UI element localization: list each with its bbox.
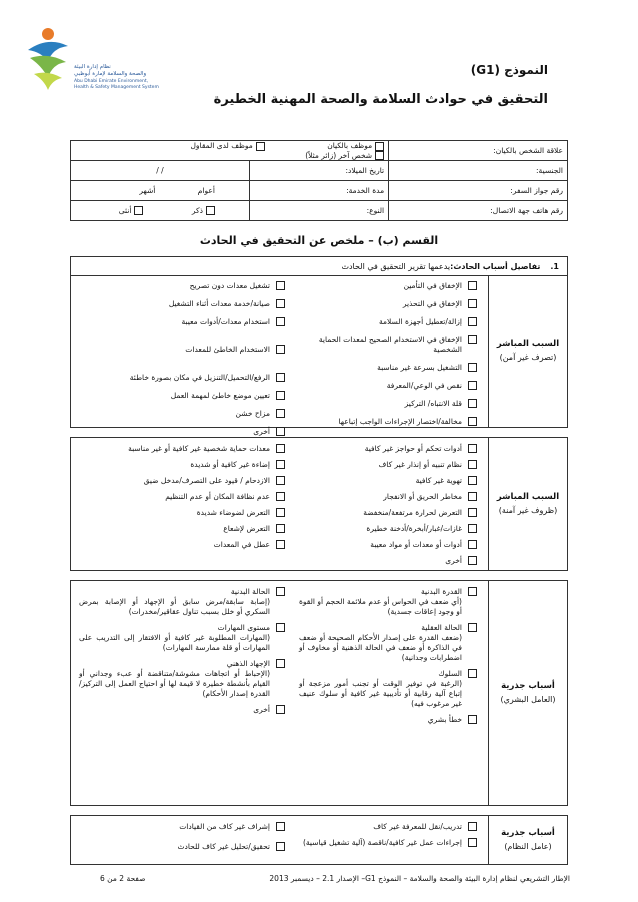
- checkbox[interactable]: [468, 556, 477, 565]
- checklist-item-label: مخاطر الحريق أو الانفجار: [383, 492, 462, 501]
- checklist-item[interactable]: [291, 335, 477, 355]
- checklist-item[interactable]: [79, 317, 285, 327]
- checklist-item-title: أخرى: [253, 705, 270, 714]
- person-info-table: [70, 140, 568, 221]
- immediate-cause-unsafe-act: السبب المباشر (تصرف غير آمن): [488, 275, 567, 427]
- checklist-item[interactable]: [291, 317, 477, 327]
- checkbox[interactable]: [375, 151, 384, 160]
- checklist-item-label: الإخفاق في التحذير: [402, 299, 462, 308]
- logo-text-ar-1: نظام إدارة البيئة: [74, 64, 111, 70]
- checklist-item-label: أدوات أو معدات أو مواد معيبة: [370, 540, 462, 549]
- service-years-unit: أعوام: [197, 186, 215, 195]
- checklist-item-description: (الإحباط أو اتجاهات مشوشة/متناقضة أو عبء وجداني أو القيام بأنشطة خطيرة لا قيمة لها أو احتياج العمل إلى التركيز/القدرة إصدار الأحكام): [79, 669, 270, 698]
- checklist-item[interactable]: [79, 427, 285, 437]
- checkbox[interactable]: [276, 540, 285, 549]
- unsafe-acts-left-column: [79, 281, 285, 445]
- unsafe-conditions-box: [70, 437, 568, 571]
- checkbox[interactable]: [468, 317, 477, 326]
- checklist-item-label: الإخفاق في التأمين: [403, 281, 462, 290]
- checklist-item-label: إضاءة غير كافية أو شديدة: [190, 460, 270, 469]
- nationality-row: [71, 161, 568, 181]
- form-code: النموذج (G1): [470, 63, 548, 77]
- checklist-item[interactable]: [79, 508, 285, 518]
- checklist-item-label: معدات حماية شخصية غير كافية أو غير مناسبة: [128, 444, 270, 453]
- checkbox[interactable]: [276, 299, 285, 308]
- checkbox[interactable]: [276, 409, 285, 418]
- checklist-item[interactable]: [79, 409, 285, 419]
- nationality-field[interactable]: الجنسية:: [389, 161, 568, 181]
- checklist-item-label: تشغيل معدات دون تصريح: [189, 281, 270, 290]
- dob-field[interactable]: / /: [71, 161, 250, 181]
- checklist-item-title: مستوى المهارات: [217, 623, 270, 632]
- checklist-item-label: عدم نظافة المكان أو عدم التنظيم: [165, 492, 270, 501]
- checkbox[interactable]: [206, 206, 215, 215]
- checklist-item[interactable]: [79, 345, 285, 355]
- checklist-item-label: أخرى: [445, 556, 462, 565]
- relation-row: [71, 141, 568, 161]
- logo-text-en-1: Abu Dhabi Emirate Environment,: [74, 79, 149, 84]
- checkbox[interactable]: [276, 444, 285, 453]
- checklist-item-title: الحالة العقلية: [421, 623, 462, 632]
- checklist-item[interactable]: [291, 476, 477, 486]
- checklist-item-label: تحقيق/تحليل غير كاف للحادث: [177, 842, 270, 851]
- checklist-item-label: إشراف غير كاف من القيادات: [179, 822, 270, 831]
- unsafe-acts-right-column: [291, 281, 477, 435]
- service-label-cell: مدة الخدمة:: [249, 181, 388, 201]
- checklist-item[interactable]: [291, 492, 477, 502]
- checkbox[interactable]: [134, 206, 143, 215]
- relation-options: [71, 141, 389, 161]
- checkbox[interactable]: [276, 492, 285, 501]
- checklist-item-label: التشغيل بسرعة غير مناسبة: [377, 363, 462, 372]
- checkbox[interactable]: [276, 524, 285, 533]
- logo-emblem-icon: [22, 22, 74, 94]
- checklist-item[interactable]: [291, 556, 477, 566]
- checkbox[interactable]: [375, 142, 384, 151]
- service-months-unit: أشهر: [139, 186, 156, 195]
- relation-option-employee[interactable]: موظف بالكيان: [327, 141, 384, 151]
- checklist-item-label: الاستخدام الخاطئ للمعدات: [185, 345, 270, 354]
- checklist-item-label: قلة الانتباه/ التركيز: [404, 399, 462, 408]
- checklist-item[interactable]: [291, 381, 477, 391]
- checklist-item-title: الحالة البدنية: [230, 587, 270, 596]
- relation-option-other[interactable]: شخص آخر (زائر مثلاً): [305, 151, 384, 161]
- relation-label: علاقة الشخص بالكيان:: [389, 141, 568, 161]
- checkbox[interactable]: [468, 540, 477, 549]
- checklist-item-title: السلوك: [438, 669, 462, 678]
- checklist-item[interactable]: [299, 669, 477, 709]
- root-cause-system-factor: أسباب جذرية (عامل النظام): [488, 816, 567, 864]
- checkbox[interactable]: [468, 822, 477, 831]
- human-factor-left-column: [79, 587, 285, 721]
- checkbox[interactable]: [468, 524, 477, 533]
- checkbox[interactable]: [468, 623, 477, 632]
- gender-option-male[interactable]: ذكر: [192, 206, 215, 216]
- checklist-item-label: أخرى: [253, 427, 270, 436]
- checklist-item[interactable]: [79, 281, 285, 291]
- checkbox[interactable]: [468, 444, 477, 453]
- checklist-item-label: تدريب/نقل للمعرفة غير كاف: [373, 822, 462, 831]
- checklist-item[interactable]: [79, 623, 285, 653]
- checkbox[interactable]: [468, 715, 477, 724]
- checklist-item-label: عطل في المعدات: [213, 540, 270, 549]
- checklist-item-description: (إصابة سابقة/مرض سابق أو الإجهاد أو الإصابة بمرض السكري أو خلل بسبب تناول عقاقير/مخدرات): [79, 597, 270, 616]
- checklist-item[interactable]: [291, 281, 477, 291]
- checklist-item-title: القدرة البدنية: [421, 587, 462, 596]
- checkbox[interactable]: [276, 476, 285, 485]
- checkbox[interactable]: [468, 669, 477, 678]
- checkbox[interactable]: [468, 363, 477, 372]
- logo-text-en-2: Health & Safety Management System: [74, 85, 159, 90]
- dob-label-cell: تاريخ الميلاد:: [249, 161, 388, 181]
- checklist-item-label: مخالفة/اختصار الإجراءات الواجب إتباعها: [338, 417, 462, 426]
- system-factor-box: [70, 815, 568, 865]
- checklist-item[interactable]: [79, 391, 285, 401]
- checklist-item[interactable]: [299, 587, 477, 617]
- checklist-item[interactable]: [79, 444, 285, 454]
- checklist-item-label: تهوية غير كافية: [415, 476, 462, 485]
- human-factor-right-column: [299, 587, 477, 731]
- checklist-item[interactable]: [79, 299, 285, 309]
- checkbox[interactable]: [468, 460, 477, 469]
- checklist-item[interactable]: [79, 492, 285, 502]
- checklist-item[interactable]: [291, 417, 477, 427]
- checkbox[interactable]: [468, 587, 477, 596]
- checklist-item-label: مزاح خشن: [235, 409, 270, 418]
- checkbox[interactable]: [468, 838, 477, 847]
- checklist-item-label: إجراءات عمل غير كافية/ناقصة (آلية تشغيل قياسية): [302, 838, 462, 847]
- checkbox[interactable]: [468, 281, 477, 290]
- root-cause-human-factor: أسباب جذرية (العامل البشري): [488, 581, 567, 805]
- phone-field[interactable]: رقم هاتف جهة الاتصال:: [389, 201, 568, 221]
- checklist-item[interactable]: [299, 623, 477, 663]
- checklist-item-label: الإخفاق في الاستخدام الصحيح لمعدات الحماية الشخصية: [318, 335, 462, 354]
- checklist-item[interactable]: [291, 399, 477, 409]
- checklist-item[interactable]: [79, 460, 285, 470]
- logo-text-ar-2: والصحة والسلامة لإمارة أبوظبي: [74, 71, 147, 77]
- checkbox[interactable]: [276, 460, 285, 469]
- section-number: 1.: [550, 261, 559, 271]
- checklist-item-label: غازات/غبار/أبخرة/أدخنة خطيرة: [366, 524, 462, 533]
- causes-title: تفاصيل أسباب الحادث:: [450, 261, 541, 271]
- checklist-item[interactable]: [79, 659, 285, 699]
- checklist-item-label: تعيين موضع خاطئ لمهمة العمل: [170, 391, 270, 400]
- checklist-item-label: أدوات تحكم أو حواجز غير كافية: [364, 444, 462, 453]
- checklist-item-title: خطأ بشري: [427, 715, 462, 724]
- checkbox[interactable]: [256, 142, 265, 151]
- unsafe-conditions-left-column: [79, 444, 285, 556]
- gender-options: [71, 201, 250, 221]
- checkbox[interactable]: [468, 476, 477, 485]
- checklist-item-label: نظام تنبيه أو إنذار غير كاف: [378, 460, 462, 469]
- checkbox[interactable]: [468, 299, 477, 308]
- checklist-item[interactable]: [291, 822, 477, 832]
- causes-header: [71, 257, 567, 276]
- checkbox[interactable]: [468, 492, 477, 501]
- checklist-item[interactable]: [79, 705, 285, 715]
- checklist-item-label: التعرض لحرارة مرتفعة/منخفضة: [363, 508, 462, 517]
- passport-row: [71, 181, 568, 201]
- checklist-item-label: نقص في الوعي/المعرفة: [386, 381, 462, 390]
- passport-field[interactable]: رقم جواز السفر:: [389, 181, 568, 201]
- section-title: القسم (ب) – ملخص عن التحقيق في الحادث: [199, 234, 439, 247]
- checklist-item[interactable]: [291, 363, 477, 373]
- checklist-item[interactable]: [291, 444, 477, 454]
- phone-row: [71, 201, 568, 221]
- checklist-item-label: استخدام معدات/أدوات معيبة: [181, 317, 270, 326]
- checkbox[interactable]: [468, 508, 477, 517]
- checkbox[interactable]: [276, 842, 285, 851]
- unsafe-conditions-right-column: [291, 444, 477, 572]
- gender-option-female[interactable]: أنثى: [119, 206, 144, 216]
- checkbox[interactable]: [276, 659, 285, 668]
- checklist-item[interactable]: [79, 540, 285, 550]
- logo: [22, 22, 172, 102]
- checkbox[interactable]: [276, 508, 285, 517]
- checklist-item-description: (المهارات المطلوبة غير كافية أو الافتقار إلى التدريب على المهارات أو قلة ممارسة المهارات): [79, 633, 270, 652]
- checkbox[interactable]: [276, 373, 285, 382]
- checkbox[interactable]: [276, 587, 285, 596]
- checklist-item[interactable]: [291, 838, 477, 848]
- gender-label-cell: النوع:: [249, 201, 388, 221]
- checklist-item-label: إزالة/تعطيل أجهزة السلامة: [378, 317, 462, 326]
- checklist-item-label: صيانة/خدمة معدات أثناء التشغيل: [168, 299, 270, 308]
- checklist-item-description: (أي ضعف في الحواس أو عدم ملائمة الحجم أو القوة أو وجود إعاقات جسدية): [299, 597, 462, 616]
- checklist-item[interactable]: [79, 524, 285, 534]
- checkbox[interactable]: [468, 381, 477, 390]
- checklist-item-label: التعرض لضوضاء شديدة: [196, 508, 270, 517]
- immediate-cause-unsafe-condition: السبب المباشر (ظروف غير آمنة): [488, 438, 567, 570]
- checklist-item-title: الإجهاد الذهني: [226, 659, 270, 668]
- page-number: صفحة 2 من 6: [100, 874, 146, 883]
- checklist-item-label: التعرض لإشعاع: [223, 524, 270, 533]
- checklist-item[interactable]: [299, 715, 477, 725]
- checklist-item-label: الرفع/التحميل/التنزيل في مكان بصورة خاطئة: [129, 373, 270, 382]
- checklist-item[interactable]: [291, 299, 477, 309]
- causes-subtitle: يدعمها تقرير التحقيق في الحادث: [341, 261, 451, 271]
- system-factor-left-column: [79, 822, 285, 858]
- checklist-item[interactable]: [291, 508, 477, 518]
- checklist-item-label: الازدحام / قيود على التصرف/مدخل ضيق: [143, 476, 270, 485]
- system-factor-right-column: [291, 822, 477, 854]
- human-factor-box: [70, 580, 568, 806]
- checklist-item[interactable]: [79, 842, 285, 852]
- checklist-item[interactable]: [291, 524, 477, 534]
- checklist-item[interactable]: [79, 822, 285, 832]
- service-field[interactable]: [71, 181, 250, 201]
- checklist-item[interactable]: [79, 373, 285, 383]
- checklist-item[interactable]: [79, 587, 285, 617]
- checkbox[interactable]: [468, 417, 477, 426]
- checkbox[interactable]: [276, 623, 285, 632]
- checkbox[interactable]: [276, 822, 285, 831]
- page-title: التحقيق في حوادث السلامة والصحة المهنية الخطيرة: [213, 92, 548, 107]
- checkbox[interactable]: [468, 335, 477, 344]
- checkbox[interactable]: [276, 345, 285, 354]
- unsafe-acts-box: [70, 256, 568, 436]
- checklist-item-description: (ضعف القدرة على إصدار الأحكام الصحيحة أو ضعف في الذاكرة أو ضعف في الحالة الذهنية أو مخاوف أو اضطرابات وجدانية): [299, 633, 462, 662]
- checklist-item[interactable]: [79, 476, 285, 486]
- checkbox[interactable]: [276, 391, 285, 400]
- checkbox[interactable]: [276, 317, 285, 326]
- checkbox[interactable]: [276, 281, 285, 290]
- checklist-item-description: (الرغبة في توفير الوقت أو تجنب أمور مزعجة أو إتباع آلية رقابية أو تأديبية غير كافية أو سلوك عنيف غير مرغوب فيه): [299, 679, 462, 708]
- checkbox[interactable]: [276, 705, 285, 714]
- relation-option-contractor[interactable]: موظف لدى المقاول: [190, 141, 264, 151]
- footer-text: الإطار التشريعي لنظام إدارة البيئة والصحة والسلامة – النموذج G1– الإصدار 2.1 – ديسمبر 2013: [269, 874, 570, 883]
- checkbox[interactable]: [276, 427, 285, 436]
- checklist-item[interactable]: [291, 460, 477, 470]
- checkbox[interactable]: [468, 399, 477, 408]
- checklist-item[interactable]: [291, 540, 477, 550]
